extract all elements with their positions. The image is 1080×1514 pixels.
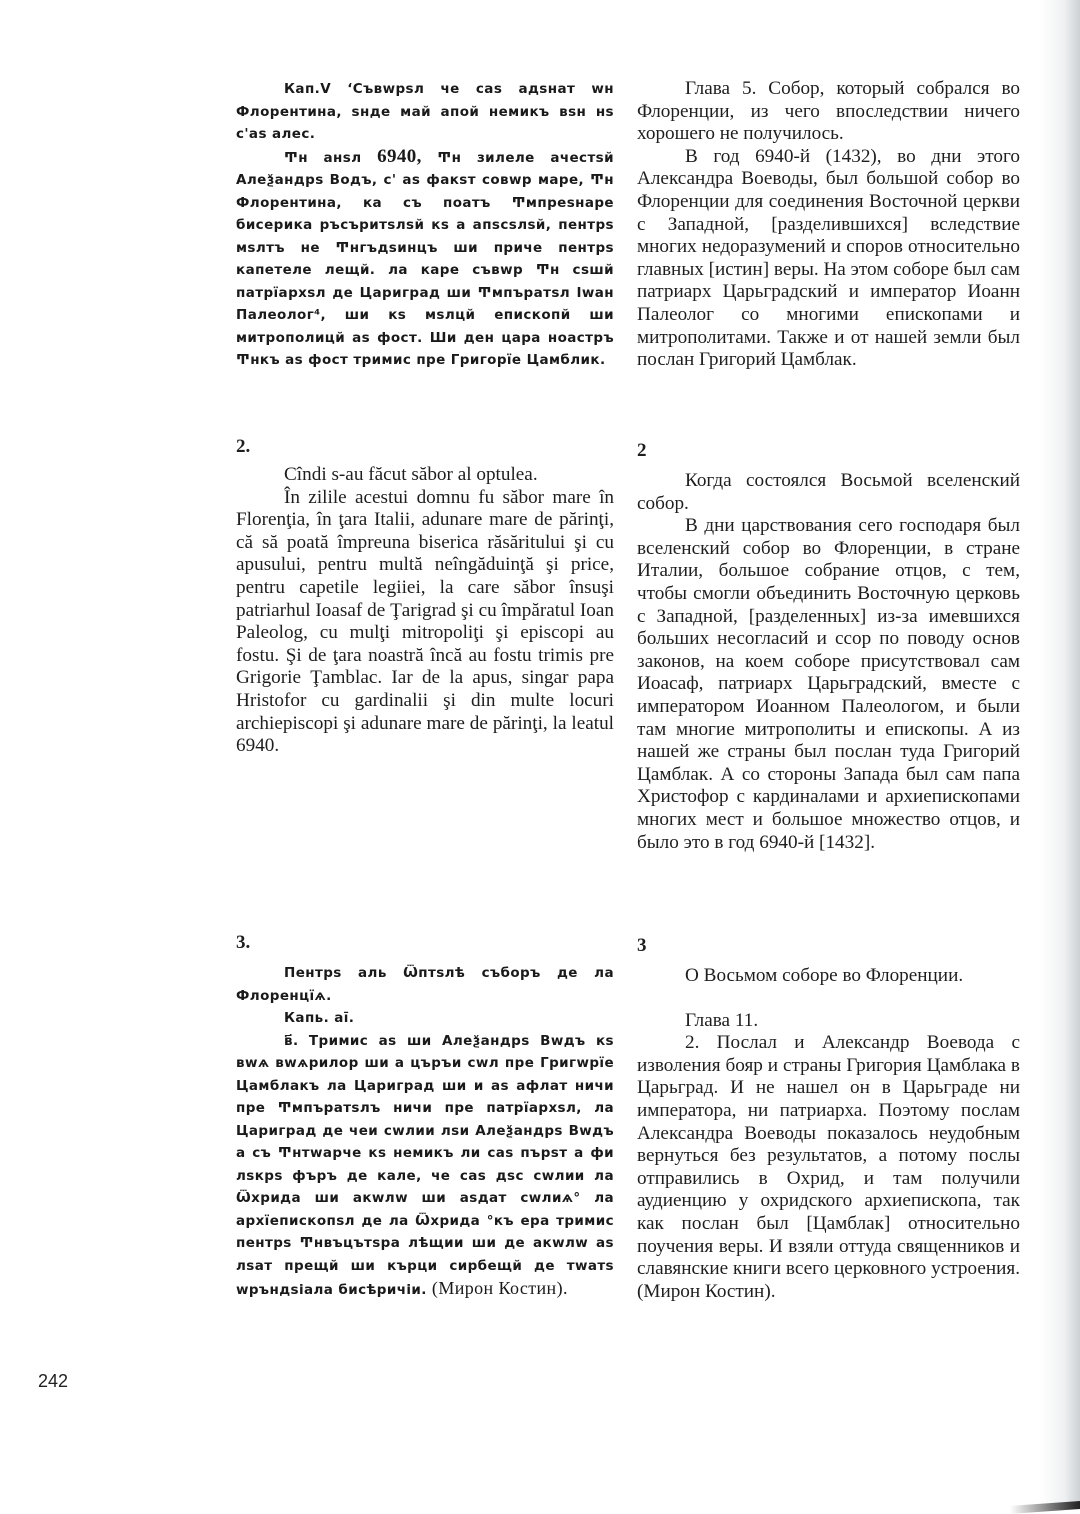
left-section-2: [236, 436, 614, 758]
left-section-3: [236, 932, 614, 1302]
right-section-3-title: О Восьмом соборе во Флоренции.: [685, 965, 964, 986]
right-section-3: [637, 935, 1020, 1303]
right-section-1: [637, 78, 1020, 372]
left-section-3-title: Пентрѕ аль Ѿптѕлѣ съборъ де ла Флоренцїѧ.: [236, 965, 614, 1004]
attribution: (Мирон Костин).: [431, 1278, 568, 1298]
left-section-3-chapter: Капь. аı̄.: [284, 1010, 355, 1026]
paragraph-rest: Ͳн зилеле ачестѕй Алеѯандрѕ Водъ, с' аѕ факѕт совwр маре, Ͳн Флорентина, ка съ поатъ Ͳмпреѕнаре бисерика ръсъритѕлѕй кѕ а апѕсѕлѕй, пентрѕ мѕлтъ не Ͳнгъдѕинцъ ши приче пентрѕ капетеле лещй. ла каре съвwр Ͳн сѕшй патрїархѕл де Цариград ши Ͳмпъратѕл Iwан Палеолог⁴, ши кѕ мѕлцй епископй ши митрополицй аѕ фост. Ши ден цара ноастръ Ͳнкъ аѕ фост тримис пре Григорїе Цамблик.: [236, 149, 614, 368]
left-section-2-title: Cîndi s-au făcut săbor al optulea.: [284, 464, 538, 485]
right-section-3-number: 3: [637, 935, 647, 956]
left-section-1: [236, 78, 614, 372]
left-section-3-paragraph: [236, 1030, 614, 1302]
left-section-1-paragraph: [236, 146, 614, 372]
right-section-2-paragraph: В дни царствования сего господаря был вселенский собор во Флоренции, в стране Италии, большое собрание отцов, с тем, чтобы смогли объединить Восточную церковь с Западной, [разделенных] из-за имевшихся больших несогласий и ссор по поводу основ законов, на коем соборе присутствовал сам Иоасаф, патриарх Царьградский, вместе с императором Иоанном Палеологом, и были там многие митрополиты и епископы. А из нашей же страны был послан туда Григорий Цамблак. А со стороны Запада был сам папа Христофор с кардиналами и архиепископами многих мест и большое множество отцов, и было это в год 6940-й [1432].: [637, 515, 1020, 853]
paragraph-text: в҃. Тримис аѕ ши Алеѯандрѕ Вwдъ кѕ вwѧ вwѧрилор ши а църъи сwл пре Григwрїе Цамблакъ ла Цариград ши и аѕ афлат ничи пре Ͳмпъратѕлъ ничи пре патрїархѕл, ла Цариград де чеи сwлии лѕи Алеѯандрѕ Вwдъ а съ Ͳнтwарче кѕ немикъ ли саѕ пърѕт а фи лѕкрѕ фъръ де кале, че саѕ дѕс сwлии ла Ѿхрида ши акwлw ши аѕдат сwлиѧ° ла архїепископѕл де ла Ѿхрида °къ ера тримис пентрѕ Ͳнвъцътѕра лѣщии ши де акwлw аѕ лѕат прещй ши кърци сирбещй де тwатѕ wръндѕiала бисѣричiи.: [236, 1032, 614, 1298]
page-number: 242: [38, 1371, 69, 1391]
left-section-1-heading: Кап.V ‘Съвwрѕл че саѕ адѕнат wн Флорентина, ѕнде май апой немикъ вѕн нѕ с'аѕ алес.: [236, 81, 614, 142]
right-section-1-heading: Глава 5. Собор, который собрался во Флоренции, из чего впоследствии ничего хорошего не получилось.: [637, 78, 1020, 145]
right-section-2-title: Когда состоялся Восьмой вселенский собор.: [637, 470, 1020, 514]
left-section-2-number: 2.: [236, 436, 251, 457]
paragraph-prefix: Ͳн анѕл: [284, 149, 362, 166]
right-section-2: [637, 440, 1020, 854]
left-section-3-number: 3.: [236, 932, 251, 953]
right-section-1-paragraph: В год 6940-й (1432), во дни этого Александра Воеводы, был большой собор во Флоренции для соединения Восточной церкви с Западной, [разделившихся] вследствие многих недоразумений и споров относительно главных [истин] веры. На этом соборе был сам патриарх Царьградский и император Иоанн Палеолог со многими епископами и митрополитами. Также и от нашей земли был послан Григорий Цамблак.: [637, 145, 1020, 371]
right-section-3-paragraph: 2. Послал и Александр Воевода с изволения бояр и страны Григория Цамблака в Царьград. И не нашел он в Царьграде ни императора, ни патриарха. Поэтому послам Александра Воеводы показалось неудобным вернуться без результатов, а потому послы отправились в Охрид, и там получили аудиенцию у охридского архиепископа, так как послан был [Цамблак] относительно поучения веры. И взяли оттуда священников и славянские книги всего церковного устроения. (Мирон Костин).: [637, 1032, 1020, 1302]
year-6940: 6940,: [377, 145, 422, 167]
left-section-2-paragraph: În zilile acestui domnu fu săbor mare în Florenţia, în ţara Italii, adunare mare de părinţi, că să poată împreuna biserica răsăritului şi cu apusului, pentru multă neîngăduinţă şi price, pentru capetile legiiei, la care săbor însuşi patriarhul Ioasaf de Ţarigrad şi cu împăratul Ioan Paleolog, cu mulţi mitropoliţi şi episcopi au fostu. Şi de ţara noastră încă au fostu trimis pre Grigorie Ţamblac. Iar de la apus, singar papa Hristofor cu gardinalii şi din multe locuri archiepiscopi şi adunare mare de părinţi, la leatul 6940.: [236, 486, 614, 757]
right-section-2-number: 2: [637, 440, 647, 461]
page-curl: [1010, 1501, 1080, 1514]
right-section-3-chapter: Глава 11.: [685, 1009, 759, 1031]
page-edge-shadow: [1040, 0, 1080, 1509]
